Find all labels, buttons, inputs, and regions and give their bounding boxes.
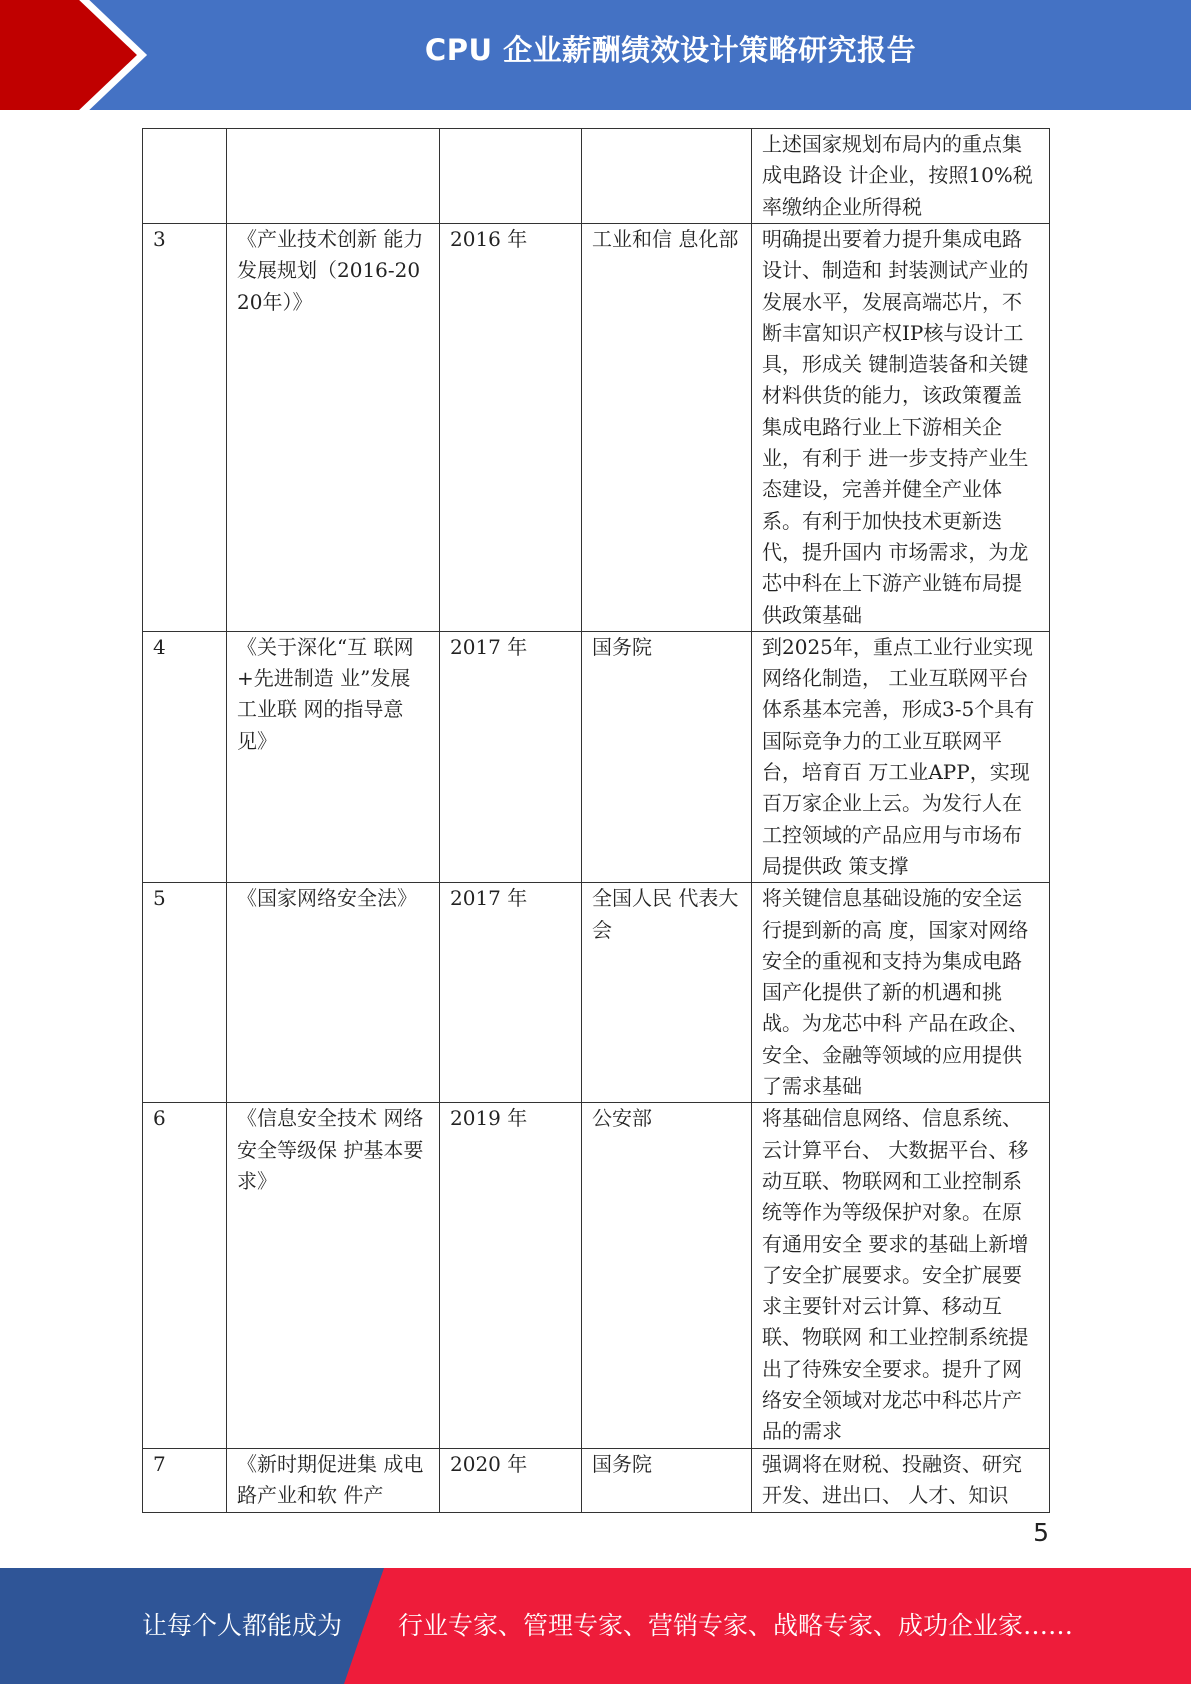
table-row <box>143 1103 1050 1448</box>
policy-name-cell: 《信息安全技术 网络安全等级保 护基本要求》 <box>227 1103 440 1448</box>
table-row <box>143 883 1050 1103</box>
row-number-cell: 5 <box>143 883 227 1103</box>
policy-name-cell: 《产业技术创新 能力发展规划（2016-2020年）》 <box>227 224 440 632</box>
policy-name-cell: 《国家网络安全法》 <box>227 883 440 1103</box>
row-number-cell <box>143 129 227 224</box>
content-cell: 明确提出要着力提升集成电路设计、制造和 封装测试产业的发展水平，发展高端芯片，不断丰富知识产权IP核与设计工具，形成关 键制造装备和关键材料供货的能力，该政策覆盖集成电路行业上下游相关企业，有利于 进一步支持产业生态建设，完善并健全产业体系。有利于加快技术更新迭代，提升国内 市场需求，为龙芯中科在上下游产业链布局提 供政策基础 <box>752 224 1050 632</box>
table-row <box>143 1448 1050 1512</box>
department-cell: 工业和信 息化部 <box>582 224 752 632</box>
policy-name-cell: 《新时期促进集 成电路产业和软 件产 <box>227 1448 440 1512</box>
department-cell: 国务院 <box>582 1448 752 1512</box>
content-cell: 将关键信息基础设施的安全运行提到新的高 度，国家对网络安全的重视和支持为集成电路国产化提供了新的机遇和挑战。为龙芯中科 产品在政企、安全、金融等领域的应用提供 了需求基础 <box>752 883 1050 1103</box>
content-cell: 上述国家规划布局内的重点集成电路设 计企业，按照10%税率缴纳企业所得税 <box>752 129 1050 224</box>
year-cell: 2017 年 <box>440 883 582 1103</box>
page-footer <box>0 1568 1191 1684</box>
footer-slogan-right: 行业专家、管理专家、营销专家、战略专家、成功企业家…… <box>398 1611 1074 1640</box>
year-cell: 2017 年 <box>440 631 582 882</box>
year-cell: 2020 年 <box>440 1448 582 1512</box>
policy-name-cell <box>227 129 440 224</box>
page-header <box>0 0 1191 110</box>
content-cell: 将基础信息网络、信息系统、云计算平台、 大数据平台、移动互联、物联网和工业控制系统等作为等级保护对象。在原有通用安全 要求的基础上新增了安全扩展要求。安全扩展要求主要针对云计算、移动互联、物联网 和工业控制系统提出了待殊安全要求。提升了网络安全领域对龙芯中科芯片产品的需求 <box>752 1103 1050 1448</box>
department-cell: 公安部 <box>582 1103 752 1448</box>
year-cell: 2016 年 <box>440 224 582 632</box>
policy-table <box>142 128 1050 1513</box>
chevron-red-shape <box>0 0 142 110</box>
row-number-cell: 7 <box>143 1448 227 1512</box>
department-cell: 全国人民 代表大会 <box>582 883 752 1103</box>
department-cell: 国务院 <box>582 631 752 882</box>
row-number-cell: 6 <box>143 1103 227 1448</box>
table-row <box>143 129 1050 224</box>
row-number-cell: 4 <box>143 631 227 882</box>
content-cell: 到2025年，重点工业行业实现网络化制造， 工业互联网平台体系基本完善，形成3-5个具有国际竞争力的工业互联网平台，培育百 万工业APP，实现百万家企业上云。为发行人在工控领域的产品应用与市场布局提供政 策支撑 <box>752 631 1050 882</box>
year-cell <box>440 129 582 224</box>
table-row <box>143 224 1050 632</box>
row-number-cell: 3 <box>143 224 227 632</box>
policy-name-cell: 《关于深化“互 联网+先进制造 业”发展工业联 网的指导意见》 <box>227 631 440 882</box>
content-cell: 强调将在财税、投融资、研究开发、进出口、 人才、知识 <box>752 1448 1050 1512</box>
department-cell <box>582 129 752 224</box>
year-cell: 2019 年 <box>440 1103 582 1448</box>
report-title: CPU 企业薪酬绩效设计策略研究报告 <box>424 33 917 67</box>
footer-slogan-left: 让每个人都能成为 <box>142 1611 343 1640</box>
page-number: 5 <box>1033 1518 1049 1547</box>
table-row <box>143 631 1050 882</box>
header-chevron-icon <box>0 0 160 110</box>
